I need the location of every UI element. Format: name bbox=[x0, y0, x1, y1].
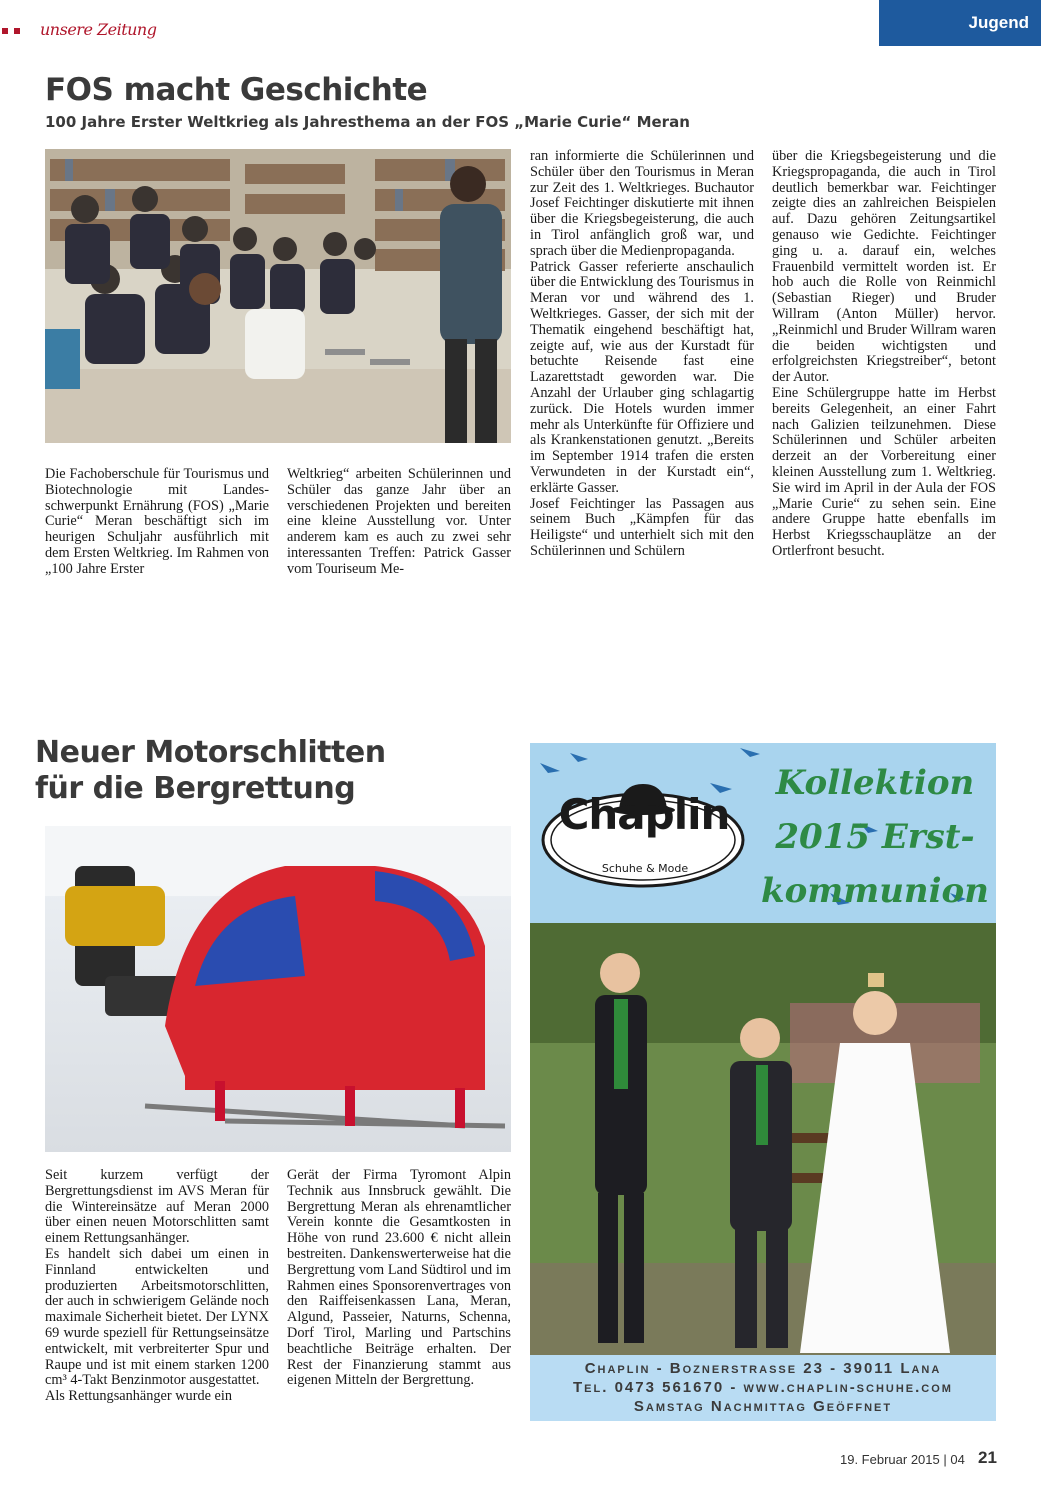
ad-phone-web[interactable]: Tel. 0473 561670 - www.chaplin-schuhe.com bbox=[573, 1379, 953, 1396]
ad-headline bbox=[760, 756, 990, 918]
article2-title-line1: Neuer Motorschlitten bbox=[35, 735, 386, 770]
article2-col1 bbox=[45, 1168, 269, 1405]
ad-address: Chaplin - Boznerstrasse 23 - 39011 Lana bbox=[584, 1360, 942, 1377]
snowmobile-photo bbox=[45, 826, 511, 1152]
article2-title bbox=[35, 735, 515, 807]
article2-col2-text: Gerät der Firma Tyromont Alpin Technik aus Innsbruck gewählt. Die Bergrettung Meran als ehrenamtlicher Verein konnte die Gesamtkosten in Höhe von rund 23.600 € nicht allein bestreiten. Dankenswerterweise hat die Bergrettung vom Land Südtirol und im Rahmen eines Sponsorenvertrages von den Raiffeisenkassen Lana, Meran, Algund, Passeier, Naturns, Schenna, Dorf Tirol, Marling und Partschins beachtliche Beiträge erhalten. Der Rest der Finanzierung stammt aus eigenen Mitteln der Bergrettung. bbox=[287, 1167, 511, 1389]
brand-dots bbox=[2, 28, 24, 36]
article1-title: FOS macht Geschichte bbox=[45, 72, 428, 108]
article1-col1 bbox=[45, 467, 269, 578]
classroom-photo bbox=[45, 149, 511, 443]
ad-headline-line2: 2015 Erst- bbox=[775, 817, 975, 857]
article1-col4 bbox=[772, 149, 996, 560]
article1-col3-p2: Patrick Gasser referierte anschaulich über die Entwicklung des Tourismus in Meran vor und während des 1. Weltkrieges. Gasser, der sich mit der Thematik eingehend beschäftigt hat, zeigte auf, wie aus der Kurstadt für betuchte Reisende fast eine Lazarettstadt geworden war. Die Anzahl der Urlauber ging schlagartig zurück. Die Hotels wurden immer mehr als Unterkünfte für Offiziere und als Krankenstationen genutzt. „Bereits im September 1914 trafen die ersten Verwundeten in der Kurstadt ein“, erklärte Gasser. bbox=[530, 258, 754, 496]
article1-col3 bbox=[530, 149, 754, 560]
article1-col1-text: Die Fachoberschule für Tourismus und Biotechnologie mit Landesschwerpunkt Ernährung (FOS) „Marie Curie“ Meran beschäftigt sich im heurigen Schuljahr ausführlich mit dem Ersten Weltkrieg. Im Rahmen von „100 Jahre Erster bbox=[45, 466, 269, 577]
article2-col1-p3: Als Rettungsanhänger wurde ein bbox=[45, 1388, 233, 1405]
section-tab[interactable]: Jugend bbox=[879, 0, 1041, 46]
article1-col2 bbox=[287, 467, 511, 578]
article2-title-line2: für die Bergrettung bbox=[35, 771, 356, 806]
page-number: 21 bbox=[978, 1448, 997, 1467]
issue-date: 19. Februar 2015 | 04 bbox=[840, 1452, 965, 1467]
article2-col1-p1: Seit kurzem verfügt der Bergrettungsdienst im AVS Meran für die Wintereinsätze auf Meran 2000 über einen neuen Motorschlitten samt einem Rettungsanhänger. bbox=[45, 1167, 269, 1247]
article2-col1-p2: Es handelt sich dabei um einen in Finnland entwickelten und produzierten Arbeitsmotorschlitten, der auch in schwierigem Gelände noch maximale Sicherheit bietet. Der LYNX 69 wurde speziell für Rettungseinsätze entwickelt, mit verbreiterter Spur und Raupe und ist mit einem starken 1200 cm³ 4-Takt Benzinmotor ausgestattet. bbox=[45, 1245, 269, 1389]
article1-col4-p2: Eine Schülergruppe hatte im Herbst bereits Gelegenheit, an einer Fahrt nach Galizien teilzunehmen. Diese Schülerinnen und Schüler arbeiten derzeit an der Vorbereitung einer kleinen Ausstellung zum 1. Weltkrieg. Sie wird im April in der Aula der FOS „Marie Curie“ zu sehen sein. Eine andere Gruppe hatte ebenfalls im Herbst Kriegsschauplätze an der Ortlerfront besucht. bbox=[772, 384, 996, 559]
chaplin-brand-name: Chaplin bbox=[558, 790, 730, 839]
article1-col3-p3: Josef Feichtinger las Passagen aus seinem Buch „Kämpfen für das Heiligste“ und unterhielt sich mit den Schülerinnen und Schülern bbox=[530, 495, 754, 559]
ad-headline-line1: Kollektion bbox=[775, 763, 975, 803]
ad-headline-line3: kommunion bbox=[761, 871, 989, 911]
brand-logo: unsere Zeitung bbox=[40, 20, 157, 39]
ad-hours: Samstag Nachmittag Geöffnet bbox=[633, 1398, 893, 1415]
article1-col4-p1: über die Kriegsbegeisterung und die Kriegspropaganda, die auch in Tirol deutlich bemerkbar war. Feichtinger zeigte dies an zahlreichen Beispielen auf. Dazu gehören Zeitungsartikel genauso wie Gedichte. Feichtinger ging u. a. darauf ein, welches Frauenbild vermittelt worden ist. Er hob auch die Rolle von Reinmichl (Sebastian Rieger) und Bruder Willram (Anton Müller) hervor. „Reinmichl und Bruder Willram waren die beiden wichtigsten und erfolgreichsten Kriegstreiber“, betont der Autor. bbox=[772, 148, 996, 386]
ad-contact-bar bbox=[530, 1355, 996, 1421]
article2-col2 bbox=[287, 1168, 511, 1389]
article1-col3-p1: ran informierte die Schülerinnen und Schüler über den Tourismus in Meran zur Zeit des 1. Weltkrieges. Buchautor Josef Feichtinger diskutierte mit ihnen über die Kriegsbegeisterung, die auch in Tirol anfänglich groß war, und sprach über die Medienpropaganda. bbox=[530, 148, 754, 259]
article1-subtitle: 100 Jahre Erster Weltkrieg als Jahresthema an der FOS „Marie Curie“ Meran bbox=[45, 113, 690, 131]
article1-col2-text: Weltkrieg“ arbeiten Schülerinnen und Schüler das ganze Jahr über an verschiedenen Projekten und bereiten eine kleine Ausstellung vor. Unter anderem kam es auch zu zwei sehr interessanten Treffen: Patrick Gasser vom Touriseum Me- bbox=[287, 466, 511, 577]
chaplin-brand-sub: Schuhe & Mode bbox=[601, 862, 689, 875]
